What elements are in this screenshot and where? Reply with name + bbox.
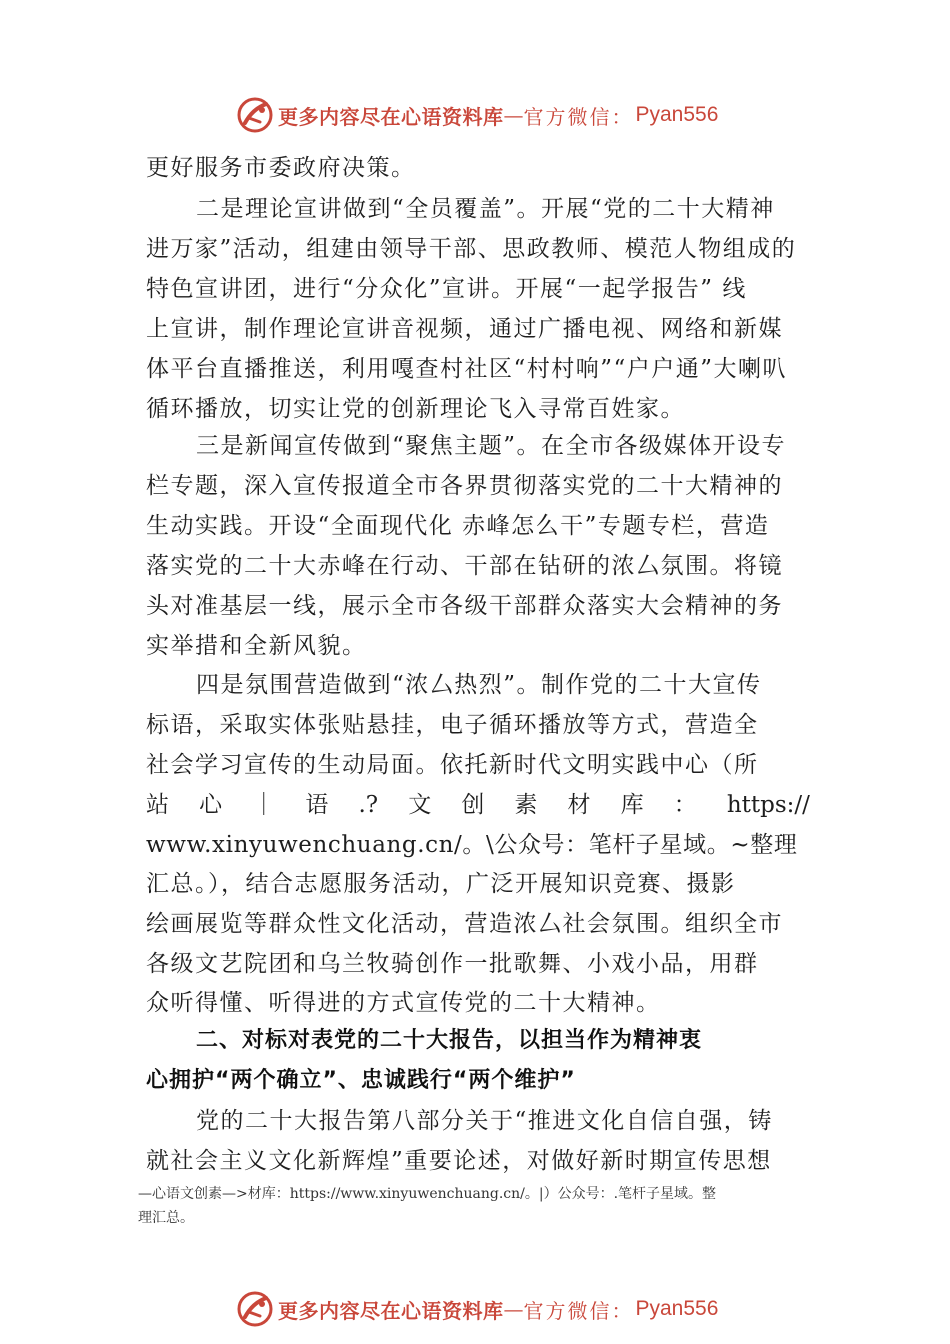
- spaced-char: 素: [514, 792, 538, 818]
- banner-wechat-label: 官方微信：: [523, 1298, 634, 1323]
- body-line: 汇总。），结合志愿服务活动，广泛开展知识竞赛、摄影: [146, 871, 736, 897]
- spaced-char: .?: [358, 792, 379, 818]
- header-banner: [236, 94, 718, 136]
- banner-separator: —: [503, 103, 524, 127]
- footer-banner: [236, 1288, 718, 1330]
- banner-wechat-id: Pyan556: [635, 1297, 719, 1320]
- body-line: 二是理论宣讲做到“全员覆盖”。开展“党的二十大精神: [196, 196, 775, 222]
- banner-separator: —: [503, 1297, 524, 1321]
- banner-wechat-id: Pyan556: [635, 103, 719, 126]
- spaced-char: 心: [199, 792, 223, 818]
- seal-logo-icon: [236, 1290, 274, 1328]
- spaced-char: 语: [305, 792, 329, 818]
- body-line: 就社会主义文化新辉煌”重要论述，对做好新时期宣传思想: [146, 1148, 772, 1174]
- spaced-char: 站: [146, 792, 169, 818]
- section-heading-line-2: 心拥护“两个确立”、忠诚践行“两个维护”: [146, 1068, 576, 1093]
- body-line: 四是氛围营造做到“浓⼛热烈”。制作党的二十大宣传: [196, 672, 762, 698]
- spaced-char: ｜: [252, 792, 276, 818]
- body-line: 上宣讲，制作理论宣讲音视频，通过广播电视、网络和新媒: [146, 316, 783, 342]
- body-line: 社会学习宣传的生动局面。依托新时代文明实践中心（所: [146, 752, 759, 778]
- body-line: 更好服务市委政府决策。: [146, 155, 416, 181]
- spaced-char: 材: [567, 792, 591, 818]
- body-line: 进万家”活动，组建由领导干部、思政教师、模范人物组成的: [146, 236, 797, 262]
- footnote-line: —心语文创素—>材库：https://www.xinyuwenchuang.cn/。|）公众号：.笔杆子星域。整: [138, 1186, 717, 1202]
- body-line: 各级文艺院团和乌兰牧骑创作一批歌舞、小戏小品，用群: [146, 951, 759, 977]
- spaced-char: https://: [726, 792, 810, 818]
- body-line: 三是新闻宣传做到“聚焦主题”。在全市各级媒体开设专: [196, 433, 787, 459]
- body-line: 栏专题，深入宣传报道全市各界贯彻落实党的二十大精神的: [146, 473, 783, 499]
- spaced-url-line: [146, 785, 810, 825]
- footnote-line: 理汇总。: [138, 1210, 194, 1226]
- section-heading-line-1: 二、对标对表党的二十大报告，以担当作为精神衷: [196, 1028, 703, 1053]
- spaced-char: ：: [673, 792, 697, 818]
- body-line: 生动实践。开设“全面现代化 赤峰怎么干”专题专栏，营造: [146, 513, 770, 539]
- spaced-char: 库: [620, 792, 644, 818]
- body-line: 标语，采取实体张贴悬挂，电子循环播放等方式，营造全: [146, 712, 759, 738]
- body-line: 特色宣讲团，进行“分众化”宣讲。开展“一起学报告” 线: [146, 276, 747, 302]
- spaced-char: 创: [461, 792, 485, 818]
- banner-wechat-label: 官方微信：: [523, 104, 634, 129]
- body-line: 党的二十大报告第八部分关于“推进文化自信自强，铸: [196, 1108, 773, 1134]
- seal-logo-icon: [236, 96, 274, 134]
- body-line: www.xinyuwenchuang.cn/。\公众号：笔杆子星域。~整理: [146, 832, 798, 858]
- body-line: 绘画展览等群众性文化活动，营造浓⼛社会氛围。组织全市: [146, 911, 783, 937]
- body-line: 循环播放，切实让党的创新理论飞入寻常百姓家。: [146, 396, 685, 422]
- banner-brand: 更多内容尽在心语资料库: [278, 104, 504, 129]
- body-line: 头对准基层一线，展示全市各级干部群众落实大会精神的务: [146, 593, 783, 619]
- spaced-char: 文: [408, 792, 432, 818]
- banner-brand: 更多内容尽在心语资料库: [278, 1298, 504, 1323]
- body-line: 众听得懂、听得进的方式宣传党的二十大精神。: [146, 990, 661, 1016]
- body-line: 落实党的二十大赤峰在行动、干部在钻研的浓⼛氛围。将镜: [146, 553, 783, 579]
- body-line: 实举措和全新风貌。: [146, 633, 367, 659]
- body-line: 体平台直播推送，利用嘎查村社区“村村响”“户户通”大喇叭: [146, 356, 788, 382]
